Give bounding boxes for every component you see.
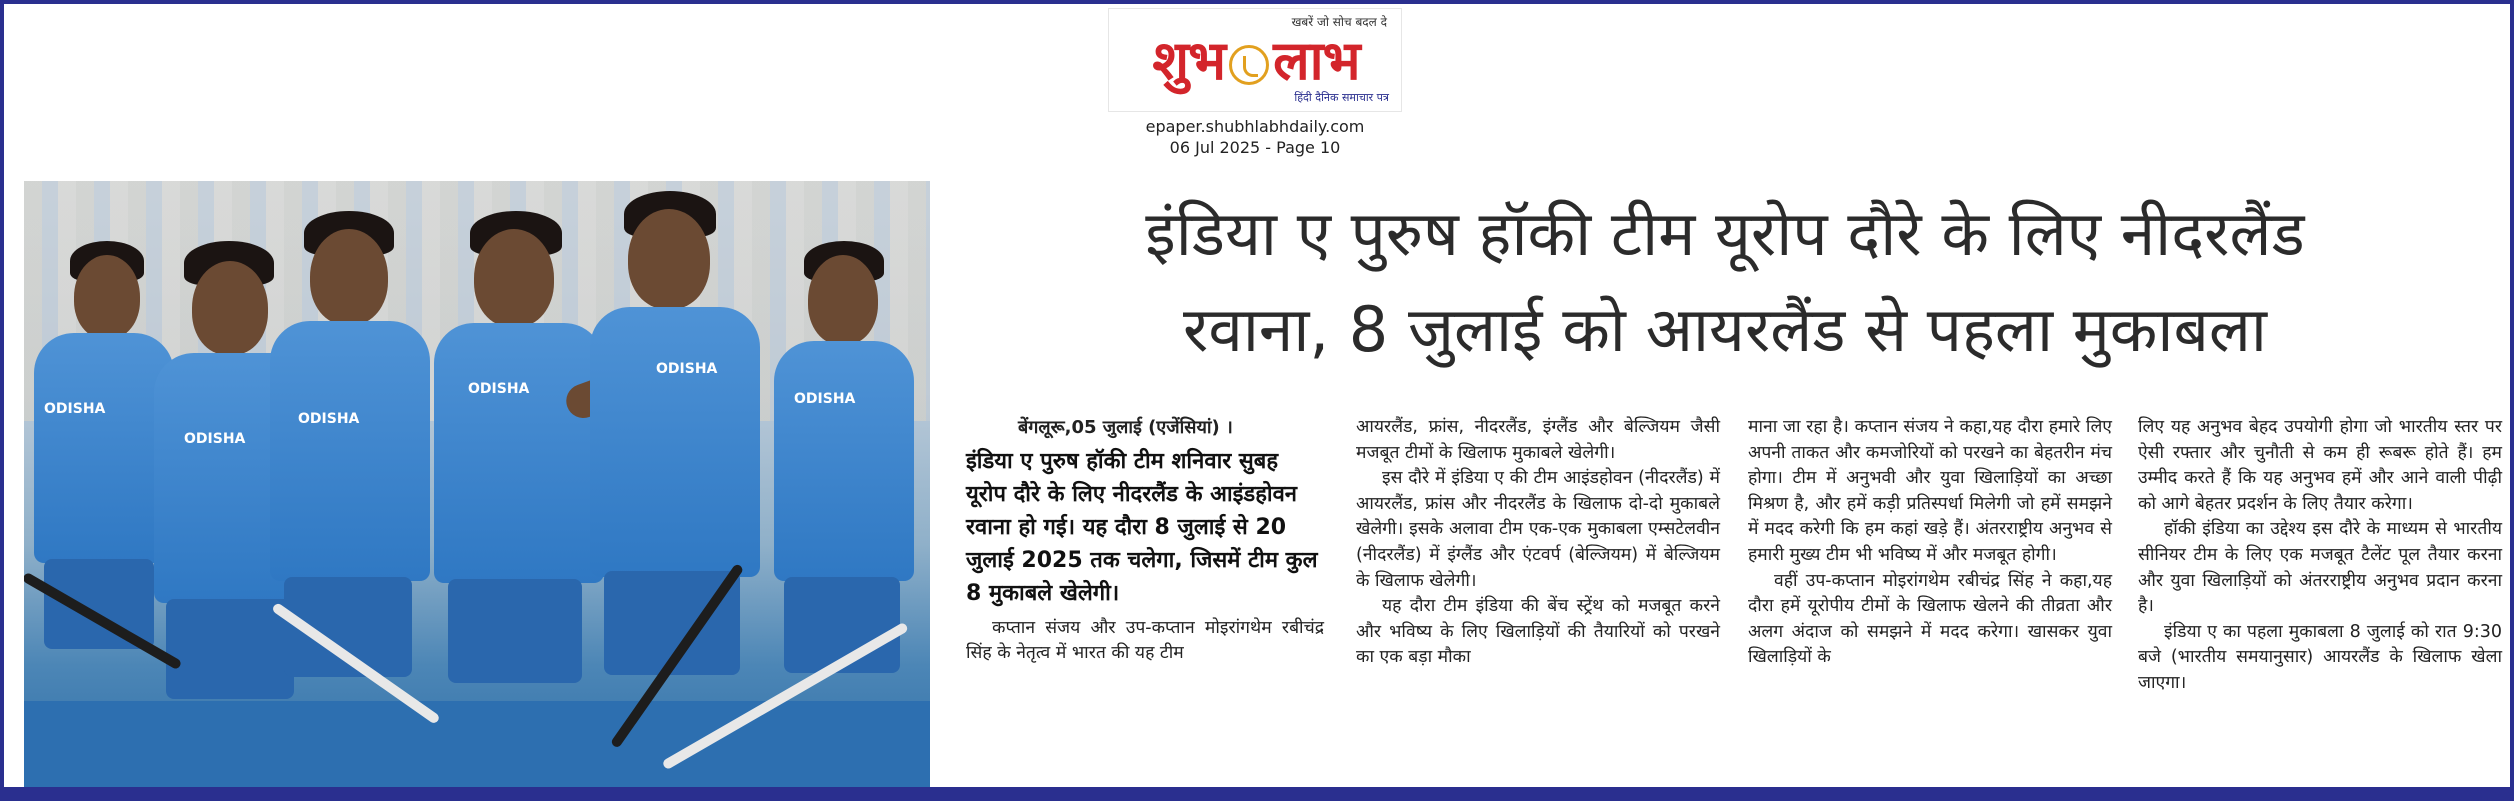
article-paragraph: इस दौरे में इंडिया ए की टीम आइंडहोवन (नीदरलैंड) में आयरलैंड, फ्रांस और नीदरलैंड के खिलाफ दो-दो मुकाबले खेलेगी। इसके अलावा टीम एक-एक मुकाबला एम्सटेलवीन (नीदरलैंड) में इंग्लैंड और एंटवर्प (बेल्जियम) में बेल्जियम के खिलाफ खेलेगी। (1356, 468, 1720, 591)
logo-tagline: खबरें जो सोच बदल दे (1291, 15, 1387, 29)
article-dateline: बेंगलूरू,05 जुलाई (एजेंसियां) । (1018, 417, 1233, 438)
article-paragraph: यह दौरा टीम इंडिया की बेंच स्ट्रेंथ को मजबूत करने और भविष्य के लिए खिलाड़ियों की तैयारियों को परखने का एक बड़ा मौका (1356, 596, 1720, 668)
article-paragraph: इंडिया ए का पहला मुकाबला 8 जुलाई को रात 9:30 बजे (भारतीय समयानुसार) आयरलैंड के खिलाफ खेला जाएगा। (2138, 621, 2502, 693)
photo-player: ODISHA (764, 241, 924, 781)
photo-player: ODISHA (254, 211, 434, 781)
bottom-rule (0, 787, 2514, 801)
photo-player: ODISHA (584, 191, 774, 781)
article-paragraph: हॉकी इंडिया का उद्देश्य इस दौरे के माध्यम से भारतीय सीनियर टीम के लिए एक मजबूत टैलेंट पूल तैयार करना और युवा खिलाड़ियों को अंतरराष्ट्रीय अनुभव प्रदान करना है। (2138, 519, 2502, 617)
headline-line-1: इंडिया ए पुरुष हॉकी टीम यूरोप दौरे के लिए नीदरलैंड (1145, 197, 2305, 270)
ganesh-emblem-icon (1229, 45, 1269, 85)
photo-player: ODISHA (414, 211, 614, 781)
logo-wordmark (1115, 31, 1397, 91)
source-url[interactable]: epaper.shubhlabhdaily.com (1145, 117, 1365, 136)
photo-player: ODISHA (144, 241, 324, 781)
article-paragraph: कप्तान संजय और उप-कप्तान मोइरांगथेम रबीचंद्र सिंह के नेतृत्व में भारत की यह टीम (966, 617, 1324, 664)
article-lead: इंडिया ए पुरुष हॉकी टीम शनिवार सुबह यूरोप दौरे के लिए नीदरलैंड के आइंडहोवन रवाना हो गई। यह दौरा 8 जुलाई से 20 जुलाई 2025 तक चलेगा, जिसमें टीम कुल 8 मुकाबले खेलेगी। (966, 448, 1318, 606)
headline-line-2: रवाना, 8 जुलाई को आयरलैंड से पहला मुकाबला (1183, 293, 2267, 366)
article-column-4 (2138, 415, 2502, 697)
article-column-3 (1748, 415, 2112, 671)
newspaper-logo (1108, 8, 1402, 112)
article-paragraph: आयरलैंड, फ्रांस, नीदरलैंड, इंग्लैंड और बेल्जियम जैसी मजबूत टीमों के खिलाफ मुकाबले खेलेगी। (1356, 417, 1720, 463)
logo-word-right: लाभ (1273, 29, 1360, 92)
article-column-1 (966, 415, 1324, 667)
article-headline (950, 186, 2500, 378)
article-column-2 (1356, 415, 1720, 671)
article-paragraph: लिए यह अनुभव बेहद उपयोगी होगा जो भारतीय स्तर पर ऐसी रफ्तार और चुनौती से कम ही रूबरू होते हैं। हम उम्मीद करते हैं कि यह अनुभव हमें और आने वाली पीढ़ी को आगे बेहतर प्रदर्शन के लिए तैयार करेगा। (2138, 417, 2502, 514)
article-paragraph: वहीं उप-कप्तान मोइरांगथेम रबीचंद्र सिंह ने कहा,यह दौरा हमें यूरोपीय टीमों के खिलाफ खेलने की तीव्रता और अलग अंदाज को समझने में मदद करेगा। खासकर युवा खिलाड़ियों के (1748, 570, 2112, 668)
logo-subtitle: हिंदी दैनिक समाचार पत्र (1294, 91, 1389, 104)
hockey-team-photo (24, 181, 930, 787)
logo-word-left: शुभ (1152, 29, 1226, 92)
photo-player: ODISHA (34, 241, 184, 781)
page-date: 06 Jul 2025 - Page 10 (1169, 138, 1341, 157)
masthead (1108, 8, 1402, 112)
article-paragraph: माना जा रहा है। कप्तान संजय ने कहा,यह दौरा हमारे लिए अपनी ताकत और कमजोरियों को परखने का बेहतरीन मंच होगा। टीम में अनुभवी और युवा खिलाड़ियों का अच्छा मिश्रण है, और हमें कड़ी प्रतिस्पर्धा मिलेगी जो हमें समझने में मदद करेगी कि हम कहां खड़े हैं। अंतरराष्ट्रीय अनुभव से हमारी मुख्य टीम भी भविष्य में और मजबूत होगी। (1748, 417, 2112, 565)
